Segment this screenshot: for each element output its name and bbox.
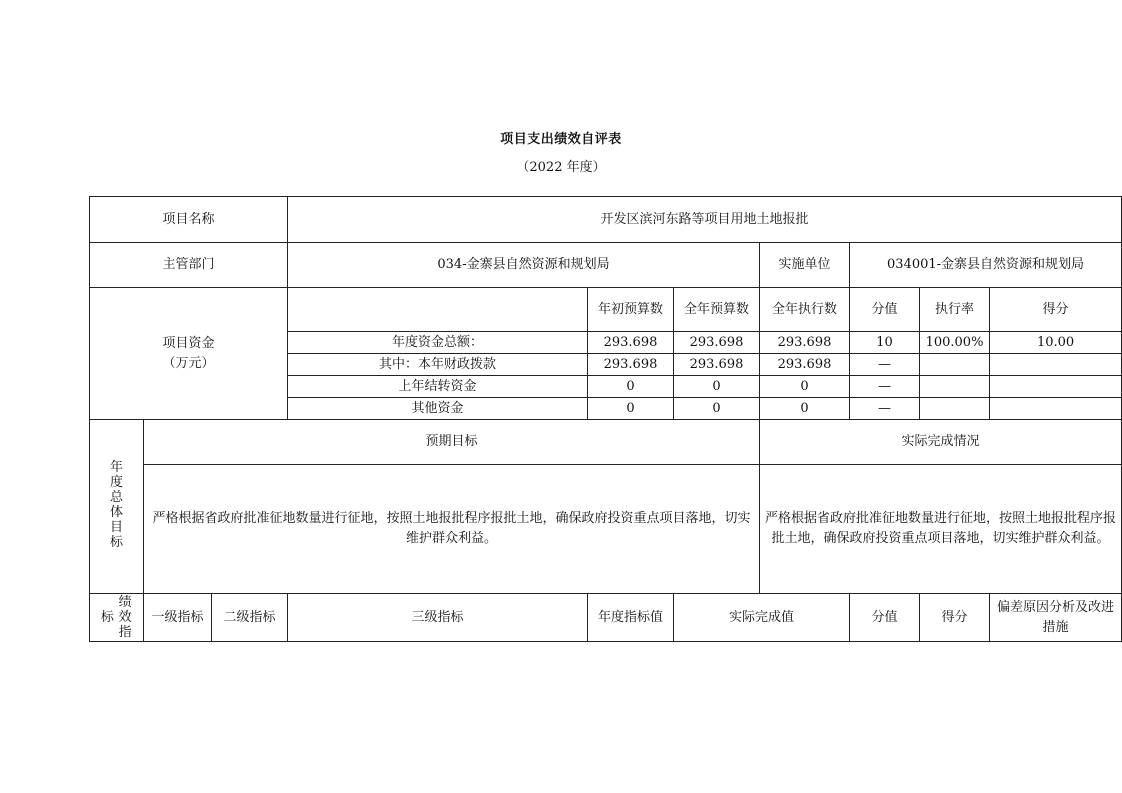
fund-row-score-value: — xyxy=(850,376,920,398)
fund-header-rate: 执行率 xyxy=(920,288,990,332)
fund-row-score: 10.00 xyxy=(990,332,1122,354)
fund-row-exec: 0 xyxy=(760,376,850,398)
goal-side-label xyxy=(90,420,144,594)
fund-row-exec: 293.698 xyxy=(760,354,850,376)
goal-header-row xyxy=(90,420,1122,465)
fund-header-initial: 年初预算数 xyxy=(588,288,674,332)
indicator-side-label xyxy=(90,594,144,642)
project-name-label: 项目名称 xyxy=(90,197,288,243)
goal-expected-header: 预期目标 xyxy=(144,420,760,465)
fund-row-initial: 293.698 xyxy=(588,332,674,354)
indicator-header-row xyxy=(90,594,1122,642)
fund-row-label: 年度资金总额： xyxy=(288,332,588,354)
fund-header-score-value: 分值 xyxy=(850,288,920,332)
fund-row-initial: 0 xyxy=(588,376,674,398)
indicator-header-annual: 年度指标值 xyxy=(588,594,674,642)
fund-row-score-value: — xyxy=(850,354,920,376)
fund-header-score: 得分 xyxy=(990,288,1122,332)
fund-header-row xyxy=(90,288,1122,332)
impl-value: 034001-金寨县自然资源和规划局 xyxy=(850,243,1122,288)
indicator-header-score-value: 分值 xyxy=(850,594,920,642)
page-title: 项目支出绩效自评表 xyxy=(500,132,622,147)
fund-row-score-value: — xyxy=(850,398,920,420)
fund-row-full: 0 xyxy=(674,376,760,398)
fund-row-rate xyxy=(920,354,990,376)
fund-row-full: 293.698 xyxy=(674,332,760,354)
indicator-header-actual: 实际完成值 xyxy=(674,594,850,642)
fund-header-full: 全年预算数 xyxy=(674,288,760,332)
indicator-side-label-a: 标 xyxy=(100,609,114,625)
project-name-value: 开发区滨河东路等项目用地土地报批 xyxy=(288,197,1122,243)
self-evaluation-table xyxy=(89,196,1122,642)
dept-label: 主管部门 xyxy=(90,243,288,288)
dept-value: 034-金寨县自然资源和规划局 xyxy=(288,243,760,288)
fund-row-initial: 293.698 xyxy=(588,354,674,376)
goal-actual-header: 实际完成情况 xyxy=(760,420,1122,465)
fund-row-full: 0 xyxy=(674,398,760,420)
fund-row-rate xyxy=(920,398,990,420)
fund-row-score xyxy=(990,354,1122,376)
fund-row-initial: 0 xyxy=(588,398,674,420)
goal-actual-text: 严格根据省政府批准征地数量进行征地，按照土地报批程序报批土地，确保政府投资重点项目落地，切实维护群众利益。 xyxy=(760,465,1122,594)
fund-header-exec: 全年执行数 xyxy=(760,288,850,332)
goal-expected-text: 严格根据省政府批准征地数量进行征地，按照土地报批程序报批土地，确保政府投资重点项目落地，切实维护群众利益。 xyxy=(144,465,760,594)
project-name-row xyxy=(90,197,1122,243)
fund-label-line1: 项目资金 xyxy=(162,335,215,351)
fund-row-score-value: 10 xyxy=(850,332,920,354)
fund-label-line2: （万元） xyxy=(162,355,215,371)
impl-label: 实施单位 xyxy=(760,243,850,288)
fund-row-score xyxy=(990,376,1122,398)
fund-row-full: 293.698 xyxy=(674,354,760,376)
fund-row-score xyxy=(990,398,1122,420)
fund-row-label: 上年结转资金 xyxy=(288,376,588,398)
fund-row-label: 其他资金 xyxy=(288,398,588,420)
fund-header-blank xyxy=(288,288,588,332)
indicator-header-deviation: 偏差原因分析及改进措施 xyxy=(990,594,1122,642)
goal-content-row xyxy=(90,465,1122,594)
fund-row-exec: 293.698 xyxy=(760,332,850,354)
indicator-header-level1: 一级指标 xyxy=(144,594,212,642)
department-row xyxy=(90,243,1122,288)
indicator-header-level2: 二级指标 xyxy=(212,594,288,642)
fund-row-exec: 0 xyxy=(760,398,850,420)
indicator-side-label-b: 绩效指 xyxy=(118,595,132,640)
page-subtitle-year: （2022 年度） xyxy=(516,160,606,175)
fund-row-label: 其中：本年财政拨款 xyxy=(288,354,588,376)
indicator-header-level3: 三级指标 xyxy=(288,594,588,642)
fund-label xyxy=(90,288,288,420)
indicator-header-score: 得分 xyxy=(920,594,990,642)
fund-row-rate: 100.00% xyxy=(920,332,990,354)
fund-row-rate xyxy=(920,376,990,398)
goal-side-label-text: 年度总体目标 xyxy=(109,460,123,550)
